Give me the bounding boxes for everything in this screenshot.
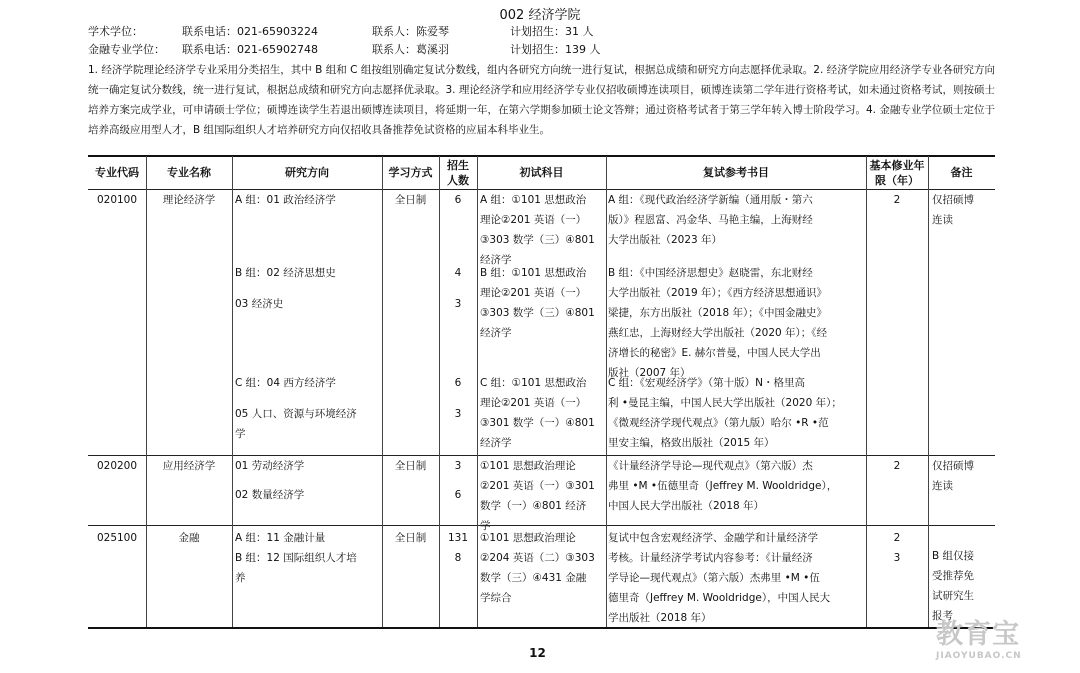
exam-line: C 组：①101 思想政治 xyxy=(480,377,587,389)
book-line: 大学出版社（2023 年） xyxy=(608,234,723,246)
exam-line: A 组：①101 思想政治 xyxy=(480,194,587,206)
note-line: 济学院应用经济学专业各研究方向统一确定复试分数线，统一进行复试，根据总成绩和研究方向志愿择优录取。3. 理论经济学和应用经济学专业仅招收硕博连读项 xyxy=(88,64,995,96)
cell-remark xyxy=(932,456,994,496)
contact-label: 联系人：陈爱琴 xyxy=(372,25,449,38)
note-line: 目，硕博连读第二学年进行资格考试，如未通过资格考试，则按硕士培养方案完成学业，可申请硕士学位；硕博连读学生若退出硕博连读项目，将延期一年，在第六 xyxy=(88,84,995,116)
degree-label: 学术学位： xyxy=(88,25,143,38)
cell-books xyxy=(608,528,866,628)
cell-mode: 全日制 xyxy=(394,460,427,472)
cell-exam xyxy=(480,263,605,343)
exam-line: ③303 数学（三）④801 xyxy=(480,234,595,246)
header-exam: 初试科目 xyxy=(519,166,564,179)
remark-line: 受推荐免 xyxy=(932,570,974,582)
remark-line: 仅招硕博 xyxy=(932,460,974,472)
book-line: 大学出版社（2019 年）；《西方经济思想通识》 xyxy=(608,287,828,299)
cell-major: 理论经济学 xyxy=(162,194,216,206)
column-divider xyxy=(477,156,478,627)
book-line: 中国人民大学出版社（2018 年） xyxy=(608,500,765,512)
exam-line: 经济学 xyxy=(480,254,512,266)
note-line: 学期参加硕士论文答辩；通过资格考试者于第三学年转入博士阶段学习。4. 金融专业学位硕士定位于培养高级应用型人才，B 组国际组织人才培养研究方向仅招 xyxy=(88,104,995,136)
page-number: 12 xyxy=(529,646,546,660)
cell-quota: 4 xyxy=(454,267,462,279)
header-years-line: 限（年） xyxy=(875,174,919,187)
exam-line: 理论②201 英语（一） xyxy=(480,287,587,299)
header-mode: 学习方式 xyxy=(388,166,433,179)
cell-direction xyxy=(235,528,381,588)
cell-exam xyxy=(480,528,605,608)
watermark-text: 教育宝 xyxy=(936,619,1020,650)
cell-quota: 6 xyxy=(454,489,462,501)
phone-label: 联系电话：021-65903224 xyxy=(182,25,318,38)
cell-books xyxy=(608,263,866,383)
cell-direction xyxy=(235,404,381,444)
remark-line: 试研究生 xyxy=(932,590,974,602)
exam-line: 经济学 xyxy=(480,327,512,339)
admission-notes xyxy=(88,60,995,140)
book-line: C 组：《宏观经济学》（第十版）N・格里高 xyxy=(608,377,806,389)
book-line: B 组：《中国经济思想史》赵晓雷，东北财经 xyxy=(608,267,813,279)
degree-label: 金融专业学位： xyxy=(88,43,165,56)
book-line: 里安主编，格致出版社（2015 年） xyxy=(608,437,775,449)
note-line: 1. 经济学院理论经济学专业采用分类招生，其中 B 组和 C 组按组别确定复试分数线，组内各研究方向统一进行复试，根据总成绩和研究方向志愿择优录取。2. 经 xyxy=(88,64,838,76)
direction-line: A 组：11 金融计量 xyxy=(235,532,326,544)
header-name: 专业名称 xyxy=(167,166,211,179)
remark-line: 仅招硕博 xyxy=(932,194,974,206)
cell-mode: 全日制 xyxy=(394,532,427,544)
remark-line: 报考 xyxy=(932,610,953,622)
exam-line: 学综合 xyxy=(480,592,512,604)
book-line: 复试中包含宏观经济学、金融学和计量经济学 xyxy=(608,532,818,544)
header-quota xyxy=(439,158,477,188)
exam-line: 经济学 xyxy=(480,437,512,449)
remark-line: 连读 xyxy=(932,480,953,492)
header-quota-line: 招生 xyxy=(447,159,469,172)
column-divider xyxy=(382,156,383,627)
column-divider xyxy=(928,156,929,627)
exam-line: ①101 思想政治理论 xyxy=(480,460,576,472)
column-divider xyxy=(146,156,147,627)
cell-books xyxy=(608,373,866,453)
note-line: 收具备推荐免试资格的应届本科毕业生。 xyxy=(361,124,551,136)
book-line: 学导论—现代观点》（第六版）杰弗里 •M •伍 xyxy=(608,572,820,584)
cell-quota: 6 xyxy=(454,377,462,389)
book-line: 《计量经济学导论—现代观点》（第六版）杰 xyxy=(608,460,813,472)
cell-direction: 01 劳动经济学 xyxy=(235,460,305,472)
exam-line: 数学（三）④431 金融 xyxy=(480,572,587,584)
book-line: 济增长的秘密》E. 赫尔普曼，中国人民大学出 xyxy=(608,347,821,359)
years-line: 2 xyxy=(893,532,901,544)
cell-years: 2 xyxy=(893,460,901,472)
book-line: 学出版社（2018 年） xyxy=(608,612,712,624)
exam-line: B 组：①101 思想政治 xyxy=(480,267,587,279)
watermark-logo xyxy=(936,612,1022,661)
cell-books xyxy=(608,456,866,516)
contact-label: 联系人：葛溪羽 xyxy=(372,43,449,56)
cell-code: 020100 xyxy=(96,194,138,206)
header-years xyxy=(866,158,928,188)
exam-line: 理论②201 英语（一） xyxy=(480,214,587,226)
phone-label: 联系电话：021-65902748 xyxy=(182,43,318,56)
exam-line: ③301 数学（一）④801 xyxy=(480,417,595,429)
header-direction: 研究方向 xyxy=(285,166,329,179)
header-quota-line: 人数 xyxy=(447,174,469,187)
cell-mode: 全日制 xyxy=(394,194,427,206)
book-line: 版）》程恩富、冯金华、马艳主编，上海财经 xyxy=(608,214,813,226)
cell-exam xyxy=(480,456,605,536)
exam-line: ②204 英语（二）③303 xyxy=(480,552,595,564)
header-books: 复试参考书目 xyxy=(703,166,769,179)
book-line: 考核。计量经济学考试内容参考：《计量经济 xyxy=(608,552,813,564)
cell-remark xyxy=(932,190,994,230)
book-line: 德里奇（Jeffrey M. Wooldridge），中国人民大 xyxy=(608,592,831,604)
cell-code: 025100 xyxy=(96,532,138,544)
cell-direction: 03 经济史 xyxy=(235,298,284,310)
direction-line: 05 人口、资源与环境经济 xyxy=(235,408,357,420)
exam-line: 数学（一）④801 经济 xyxy=(480,500,587,512)
cell-quota xyxy=(439,528,477,568)
header-remark: 备注 xyxy=(950,166,973,179)
quota-label: 计划招生：139 人 xyxy=(510,43,601,56)
cell-direction: C 组：04 西方经济学 xyxy=(235,377,336,389)
page-title: 002 经济学院 xyxy=(499,8,581,23)
book-line: 梁捷，东方出版社（2018 年）；《中国金融史》 xyxy=(608,307,828,319)
book-line: 版社（2007 年） xyxy=(608,367,691,379)
cell-major: 金融 xyxy=(178,532,200,544)
exam-line: 理论②201 英语（一） xyxy=(480,397,587,409)
column-divider xyxy=(232,156,233,627)
cell-exam xyxy=(480,373,605,453)
book-line: A 组：《现代政治经济学新编（通用版・第六 xyxy=(608,194,813,206)
cell-quota: 3 xyxy=(454,460,462,472)
quota-line: 131 xyxy=(447,532,469,544)
exam-line: ①101 思想政治理论 xyxy=(480,532,576,544)
cell-quota: 3 xyxy=(454,408,462,420)
cell-major: 应用经济学 xyxy=(162,460,216,472)
book-line: 燕红忠，上海财经大学出版社（2020 年）；《经 xyxy=(608,327,828,339)
header-years-line: 基本修业年 xyxy=(869,159,925,172)
book-line: 《微观经济学现代观点》（第九版）哈尔 •R •范 xyxy=(608,417,829,429)
exam-line: ②201 英语（一）③301 xyxy=(480,480,595,492)
book-line: 利 •曼昆主编，中国人民大学出版社（2020 年）； xyxy=(608,397,842,409)
direction-line: 养 xyxy=(235,572,246,584)
remark-line: 连读 xyxy=(932,214,953,226)
direction-line: B 组：12 国际组织人才培 xyxy=(235,552,357,564)
cell-quota: 3 xyxy=(454,298,462,310)
cell-books xyxy=(608,190,866,250)
years-line: 3 xyxy=(893,552,901,564)
cell-direction: A 组：01 政治经济学 xyxy=(235,194,336,206)
cell-years: 2 xyxy=(893,194,901,206)
book-line: 弗里 •M •伍德里奇（Jeffrey M. Wooldridge）， xyxy=(608,480,838,492)
quota-line: 8 xyxy=(454,552,462,564)
direction-line: 学 xyxy=(235,428,246,440)
cell-years xyxy=(866,528,928,568)
table-top-rule xyxy=(88,155,995,157)
quota-label: 计划招生：31 人 xyxy=(510,25,594,38)
cell-quota: 6 xyxy=(454,194,462,206)
cell-exam xyxy=(480,190,605,270)
exam-line: ③303 数学（三）④801 xyxy=(480,307,595,319)
cell-code: 020200 xyxy=(96,460,138,472)
cell-direction: B 组：02 经济思想史 xyxy=(235,267,336,279)
exam-line: 学 xyxy=(480,520,491,532)
column-divider xyxy=(606,156,607,627)
cell-direction: 02 数量经济学 xyxy=(235,489,305,501)
remark-line: B 组仅接 xyxy=(932,550,975,562)
header-code: 专业代码 xyxy=(95,166,139,179)
watermark-url: JIAOYUBAO.CN xyxy=(936,651,1022,661)
